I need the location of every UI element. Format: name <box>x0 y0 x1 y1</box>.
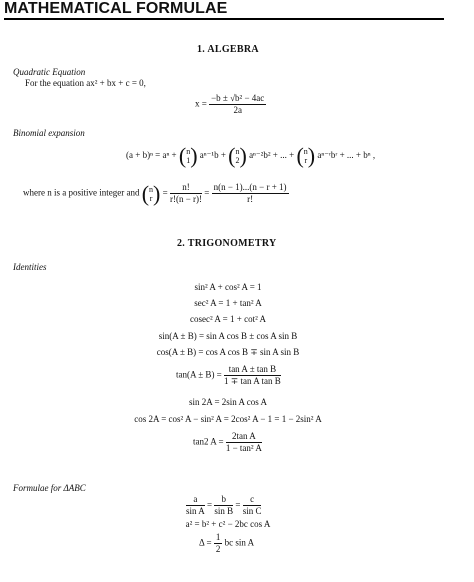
sine-rule <box>186 494 261 517</box>
tan-sum-denominator: 1 ∓ tan A tan B <box>224 376 281 386</box>
binom-bottom: r <box>304 156 308 165</box>
tan2a-lhs: tan2 A = <box>193 436 224 447</box>
identities-label: Identities <box>13 262 47 272</box>
sine-rule-b-den: sin B <box>214 506 234 516</box>
coef-fraction-1 <box>170 182 202 205</box>
coef-denominator: r! <box>247 194 254 204</box>
sine-rule-a <box>186 494 205 517</box>
sine-rule-b <box>214 494 233 517</box>
area-half-num: 1 <box>215 532 221 542</box>
binomial-term-2: aⁿ⁻²b² + ... + <box>249 150 295 161</box>
coef-numerator: n! <box>170 182 202 194</box>
identity-cos2a: cos 2A = cos² A − sin² A = 2cos² A − 1 = 1 − 2sin² A <box>134 414 322 424</box>
binom-n-1: (n 1) <box>178 143 198 168</box>
binom-n-2: (n 2) <box>228 143 247 168</box>
sine-rule-c <box>243 494 262 517</box>
identity-cosec: cosec² A = 1 + cot² A <box>189 314 267 324</box>
quadratic-label: Quadratic Equation <box>13 67 86 77</box>
sine-rule-b-num: b <box>214 494 233 506</box>
binom-bottom: 2 <box>235 156 240 165</box>
identity-sin-sum: sin(A ± B) = sin A cos B ± cos A sin B <box>158 331 298 341</box>
sine-rule-a-den: sin A <box>186 506 205 516</box>
area-rhs: bc sin A <box>224 537 255 548</box>
triangle-area <box>199 532 254 555</box>
binom-top: n <box>235 147 240 156</box>
page-title: MATHEMATICAL FORMULAE <box>4 0 228 17</box>
equals-sign: = <box>207 499 213 510</box>
identity-cos-sum: cos(A ± B) = cos A cos B ∓ sin A sin B <box>156 347 300 357</box>
binom-top: n <box>149 184 154 194</box>
quadratic-formula <box>195 93 266 116</box>
quadratic-x-lhs: x = <box>195 98 207 109</box>
binom-n-r-def: (n r) <box>141 180 161 206</box>
tan-sum-lhs: tan(A ± B) = <box>176 369 222 380</box>
tan2a-fraction <box>226 431 262 454</box>
identity-sin2a: sin 2A = 2sin A cos A <box>188 397 268 407</box>
tan2a-numerator: 2tan A <box>226 431 262 443</box>
binomial-term-1: aⁿ⁻¹b + <box>199 150 226 161</box>
coef-numerator: n(n − 1)...(n − r + 1) <box>213 182 287 192</box>
binomial-expansion <box>126 145 375 167</box>
quadratic-numerator: −b ± √b² − 4ac <box>211 93 265 103</box>
equals-sign: = <box>235 499 241 510</box>
identity-tan2a <box>193 431 262 454</box>
binomial-coefficient-def <box>23 182 289 205</box>
sine-rule-c-den: sin C <box>242 506 262 516</box>
quadratic-fraction <box>209 93 266 116</box>
binom-n-r: (n r) <box>296 143 316 168</box>
identity-tan-sum <box>176 364 281 387</box>
binomial-where-text: where n is a positive integer and <box>23 187 140 198</box>
identity-pythagorean: sin² A + cos² A = 1 <box>194 282 262 292</box>
binom-bottom: 1 <box>186 156 191 165</box>
binom-bottom: r <box>149 193 153 203</box>
area-lhs: Δ = <box>199 537 212 548</box>
sine-rule-c-num: c <box>243 494 262 506</box>
coef-fraction-2 <box>212 182 289 205</box>
binomial-term-3: aⁿ⁻ʳbʳ + ... + bⁿ , <box>317 150 376 161</box>
equals-sign: = <box>162 187 168 198</box>
identity-sec: sec² A = 1 + tan² A <box>194 298 262 308</box>
section-heading-trigonometry: 2. TRIGONOMETRY <box>177 238 277 249</box>
quadratic-denominator: 2a <box>233 105 242 115</box>
binom-top: n <box>186 147 191 156</box>
section-heading-algebra: 1. ALGEBRA <box>197 44 259 55</box>
title-underline <box>4 18 444 20</box>
tan2a-denominator: 1 − tan² A <box>225 443 262 453</box>
equals-sign: = <box>204 187 210 198</box>
area-half <box>214 532 223 555</box>
binomial-lhs: (a + b)ⁿ = aⁿ + <box>126 150 177 161</box>
coef-denominator: r!(n − r)! <box>169 194 203 204</box>
triangle-formulae-label: Formulae for ΔABC <box>13 483 86 493</box>
tan-sum-numerator: tan A ± tan B <box>224 364 281 376</box>
cosine-rule: a² = b² + c² − 2bc cos A <box>185 519 271 529</box>
sine-rule-a-num: a <box>186 494 205 506</box>
area-half-den: 2 <box>215 544 221 554</box>
binom-top: n <box>303 147 308 156</box>
tan-sum-fraction <box>224 364 281 387</box>
quadratic-intro: For the equation ax² + bx + c = 0, <box>25 78 146 88</box>
binomial-label: Binomial expansion <box>13 128 85 138</box>
